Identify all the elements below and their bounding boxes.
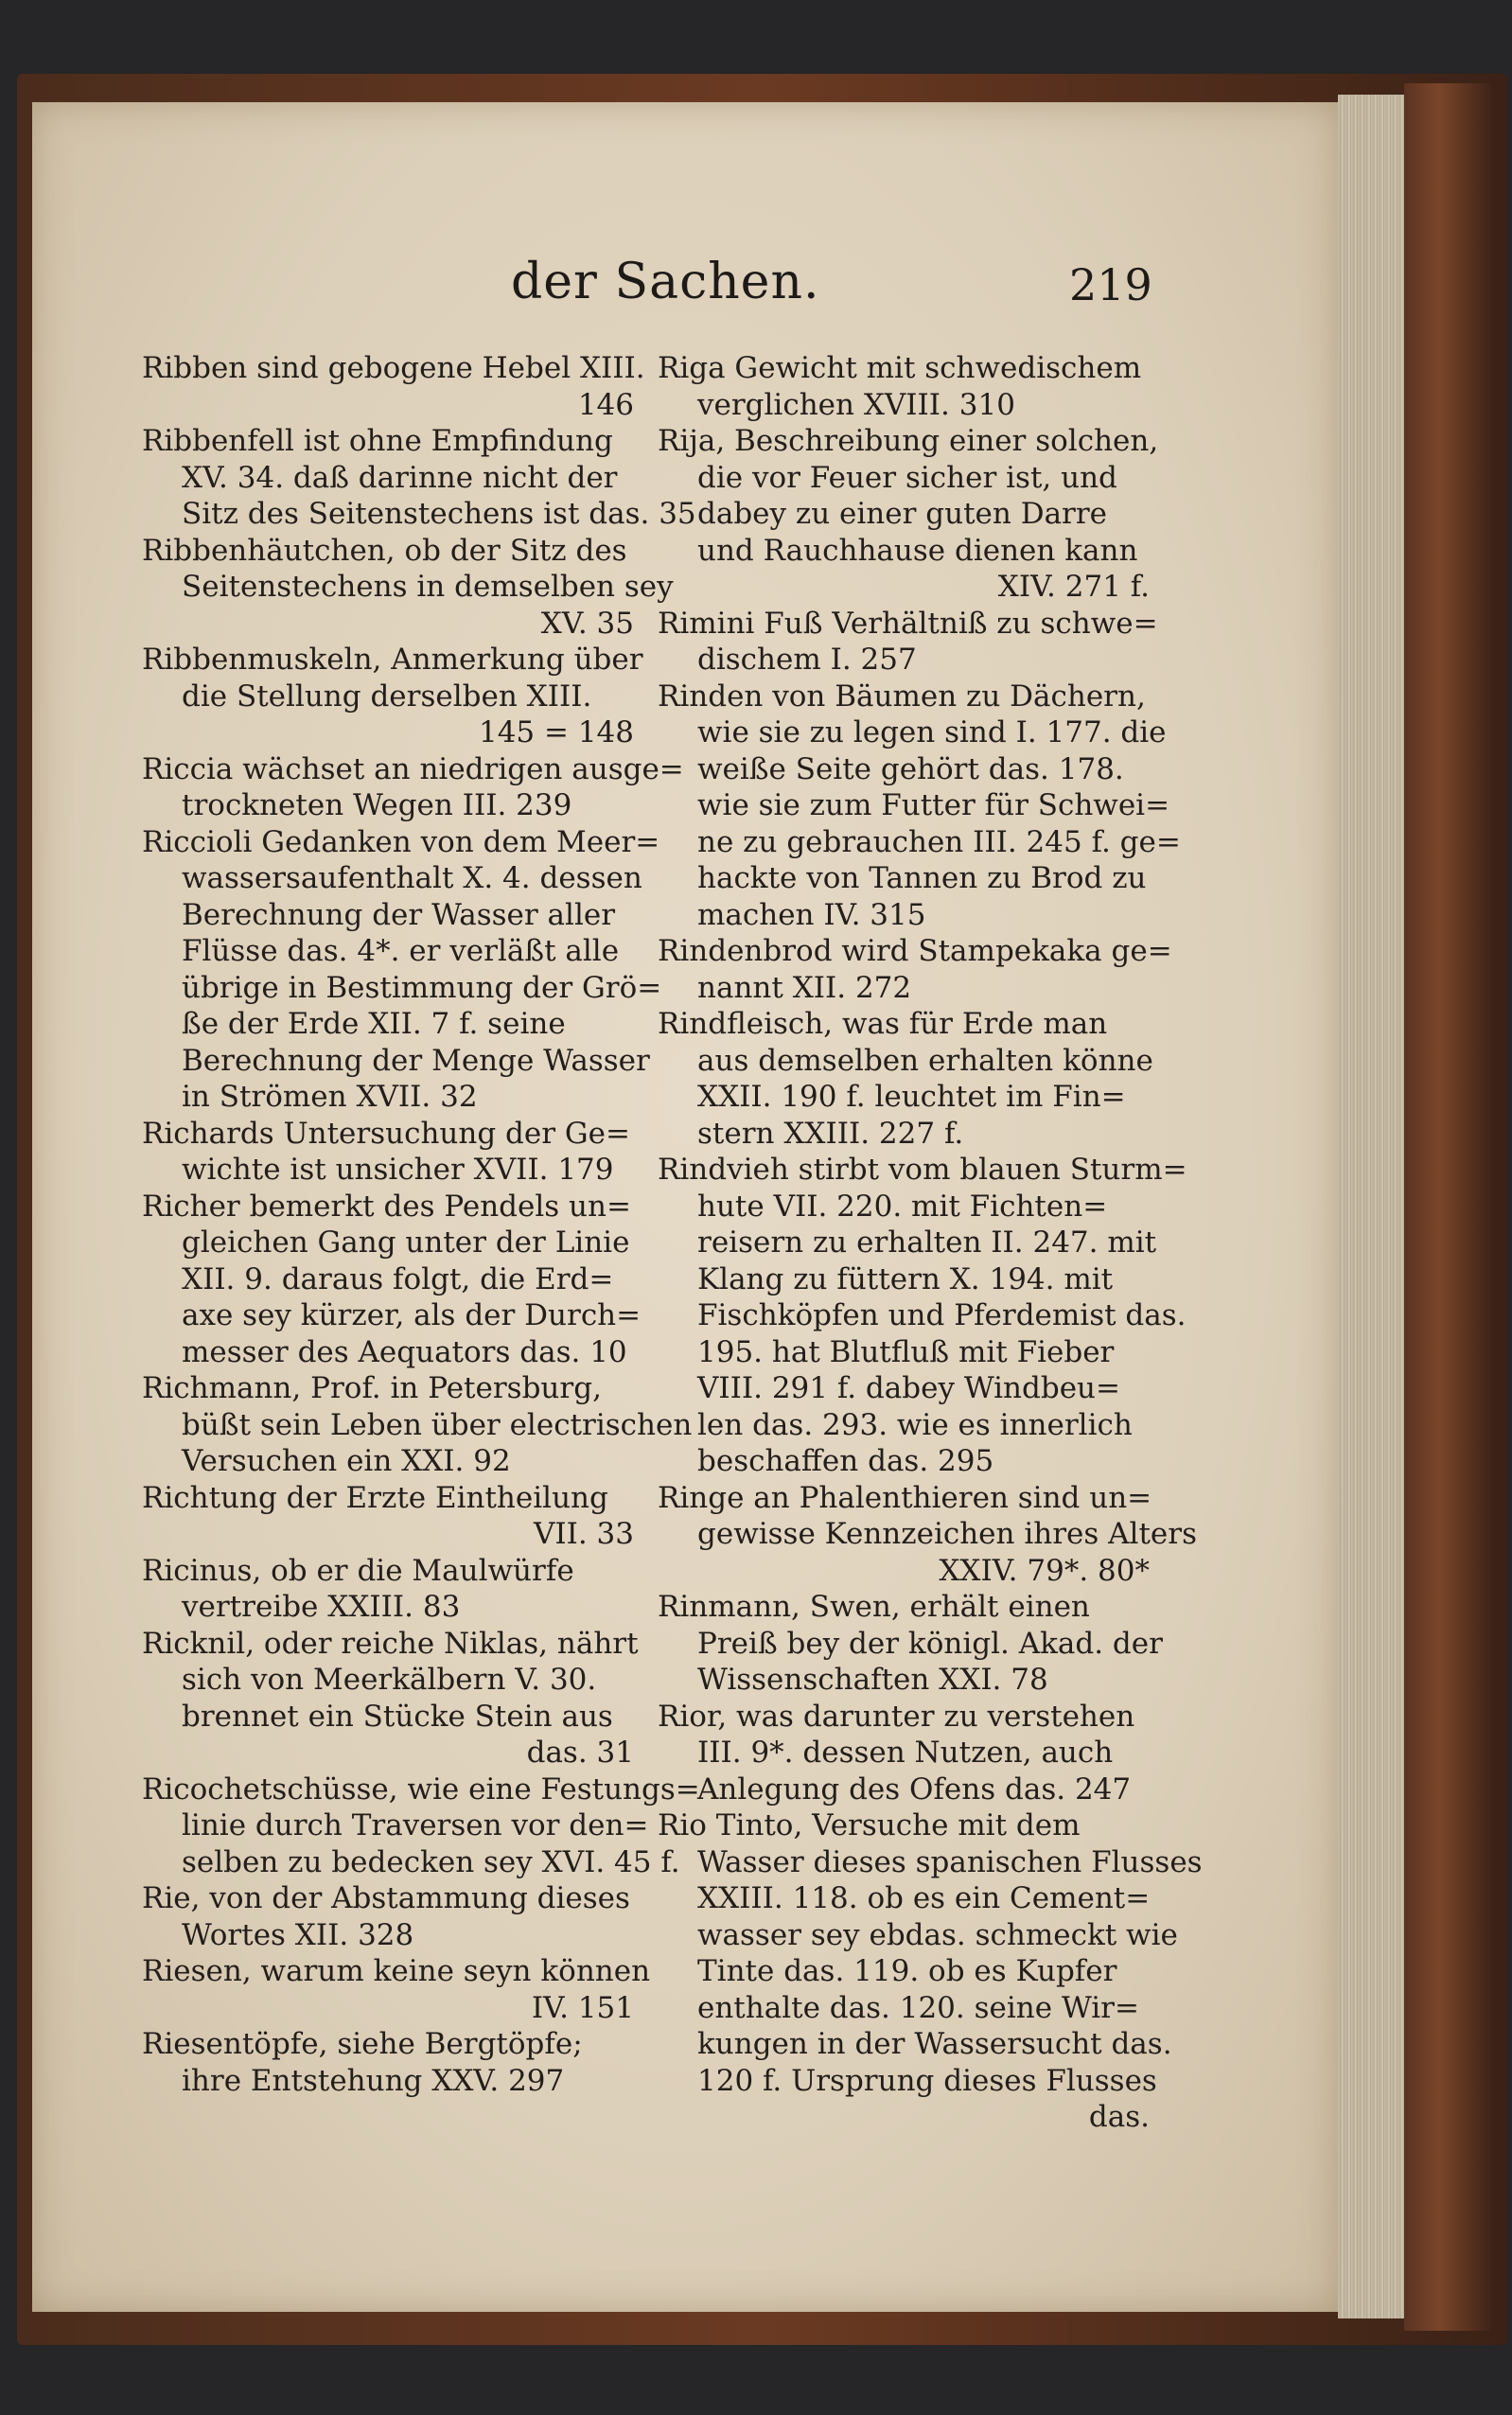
index-line: IV. 151 [531,1990,634,2025]
index-line: beschaffen das. 295 [697,1444,994,1478]
index-line: linie durch Traversen vor den= [182,1808,649,1842]
index-line: stern XXIII. 227 f. [697,1116,964,1151]
index-line: VIII. 291 f. dabey Windbeu= [697,1371,1120,1405]
index-line: dabey zu einer guten Darre [697,497,1108,531]
index-line: XXII. 190 f. leuchtet im Fin= [697,1080,1126,1114]
index-line: trockneten Wegen III. 239 [182,788,572,822]
index-line: 120 f. Ursprung dieses Flusses [697,2063,1157,2098]
index-line: selben zu bedecken sey XVI. 45 f. [182,1844,680,1879]
index-line: wassersaufenthalt X. 4. dessen [182,861,642,895]
index-line: das. 31 [526,1736,634,1770]
index-line: Ribben sind gebogene Hebel XIII. [142,351,645,385]
index-line: in Strömen XVII. 32 [182,1080,478,1114]
index-line: Flüsse das. 4*. er verläßt alle [182,934,620,968]
index-line: XII. 9. daraus folgt, die Erd= [182,1261,614,1296]
index-line: Versuchen ein XXI. 92 [182,1444,511,1478]
index-line: Preiß bey der königl. Akad. der [697,1626,1163,1661]
index-line: sich von Meerkälbern V. 30. [182,1663,597,1697]
index-line: kungen in der Wassersucht das. [697,2027,1172,2061]
index-line: nannt XII. 272 [697,970,912,1005]
index-line: Wortes XII. 328 [182,1917,414,1952]
index-line: Ringe an Phalenthieren sind un= [658,1480,1152,1515]
index-line: Rimini Fuß Verhältniß zu schwe= [658,606,1158,641]
index-line: gleichen Gang unter der Linie [182,1225,630,1260]
index-line: Rior, was darunter zu verstehen [658,1699,1135,1734]
index-line: Ricochetschüsse, wie eine Festungs= [142,1772,700,1807]
index-line: Richmann, Prof. in Petersburg, [142,1371,602,1405]
index-line: ße der Erde XII. 7 f. seine [182,1007,566,1041]
index-line: das. [1088,2100,1150,2134]
index-line: Rindfleisch, was für Erde man [658,1007,1108,1041]
page-number: 219 [1069,259,1152,310]
index-line: wie sie zum Futter für Schwei= [697,788,1170,822]
index-line: axe sey kürzer, als der Durch= [182,1298,642,1332]
index-line: Richtung der Erzte Eintheilung [142,1480,608,1515]
index-line: die Stellung derselben XIII. [182,679,592,714]
index-line: Fischköpfen und Pferdemist das. [697,1298,1187,1332]
index-line: Ribbenfell ist ohne Empfindung [142,424,613,458]
index-line: Ribbenhäutchen, ob der Sitz des [142,533,627,568]
index-line: Richards Untersuchung der Ge= [142,1116,630,1151]
index-line: enthalte das. 120. seine Wir= [697,1990,1139,2025]
index-line: weiße Seite gehört das. 178. [697,751,1124,786]
index-line: übrige in Bestimmung der Grö= [182,970,662,1005]
index-line: Riccia wächset an niedrigen ausge= [142,751,684,786]
index-line: Riga Gewicht mit schwedischem [658,351,1142,385]
index-line: hute VII. 220. mit Fichten= [697,1189,1108,1224]
index-line: XXIII. 118. ob es ein Cement= [697,1881,1151,1915]
page-header [142,254,1164,329]
index-line: Richer bemerkt des Pendels un= [142,1189,631,1224]
index-line: die vor Feuer sicher ist, und [697,460,1117,495]
index-line: 145 = 148 [478,715,634,749]
index-line: Sitz des Seitenstechens ist das. 35 [182,497,696,531]
index-line: 146 [577,387,634,422]
index-line: ihre Entstehung XXV. 297 [182,2063,565,2098]
index-line: reisern zu erhalten II. 247. mit [697,1225,1157,1260]
index-line: Berechnung der Wasser aller [182,897,616,932]
index-line: Ribbenmuskeln, Anmerkung über [142,643,643,677]
index-line: verglichen XVIII. 310 [697,387,1015,422]
index-line: Tinte das. 119. ob es Kupfer [697,1954,1117,1988]
index-line: Anlegung des Ofens das. 247 [697,1772,1132,1807]
index-line: brennet ein Stücke Stein aus [182,1699,613,1734]
index-column-left [142,350,700,2099]
index-line: dischem I. 257 [697,643,917,677]
index-line: wasser sey ebdas. schmeckt wie [697,1917,1178,1952]
index-line: gewisse Kennzeichen ihres Alters [697,1517,1197,1551]
index-line: III. 9*. dessen Nutzen, auch [697,1736,1114,1770]
index-line: Klang zu füttern X. 194. mit [697,1261,1114,1296]
index-line: Riesentöpfe, siehe Bergtöpfe; [142,2027,583,2061]
index-line: Ricknil, oder reiche Niklas, nährt [142,1626,639,1661]
index-line: VII. 33 [533,1517,634,1551]
index-column-right [658,350,1203,2136]
index-line: aus demselben erhalten könne [697,1043,1153,1078]
index-line: büßt sein Leben über electrischen [182,1407,693,1442]
index-line: messer des Aequators das. 10 [182,1334,627,1369]
index-line: Rie, von der Abstammung dieses [142,1881,630,1915]
index-line: hackte von Tannen zu Brod zu [697,861,1147,895]
index-line: Seitenstechens in demselben sey [182,570,674,604]
running-title: der Sachen. [511,254,820,310]
index-line: wichte ist unsicher XVII. 179 [182,1153,614,1187]
index-line: wie sie zu legen sind I. 177. die [697,715,1167,749]
index-line: XV. 34. daß darinne nicht der [182,460,618,495]
index-line: vertreibe XXIII. 83 [182,1590,461,1624]
index-line: Riesen, warum keine seyn können [142,1954,651,1988]
page-fore-edge [1338,95,1404,2318]
index-line: Wasser dieses spanischen Flusses [697,1844,1203,1879]
index-line: Ricinus, ob er die Maulwürfe [142,1553,574,1588]
cover-edge [1404,83,1491,2331]
index-line: XV. 35 [540,606,634,641]
index-line: Riccioli Gedanken von dem Meer= [142,824,660,859]
index-line: len das. 293. wie es innerlich [697,1407,1133,1442]
index-line: XIV. 271 f. [997,570,1150,604]
index-line: ne zu gebrauchen III. 245 f. ge= [697,824,1181,859]
index-line: Wissenschaften XXI. 78 [697,1663,1048,1697]
index-line: XXIV. 79*. 80* [939,1553,1150,1588]
index-line: Rinden von Bäumen zu Dächern, [658,679,1146,714]
index-line: machen IV. 315 [697,897,926,932]
index-line: Rinmann, Swen, erhält einen [658,1590,1090,1624]
index-line: 195. hat Blutfluß mit Fieber [697,1334,1115,1369]
index-line: Rindenbrod wird Stampekaka ge= [658,934,1172,968]
index-line: Berechnung der Menge Wasser [182,1043,650,1078]
index-line: Rindvieh stirbt vom blauen Sturm= [658,1153,1187,1187]
index-line: Rio Tinto, Versuche mit dem [658,1808,1081,1842]
index-line: Rija, Beschreibung einer solchen, [658,424,1159,458]
index-line: und Rauchhause dienen kann [697,533,1138,568]
